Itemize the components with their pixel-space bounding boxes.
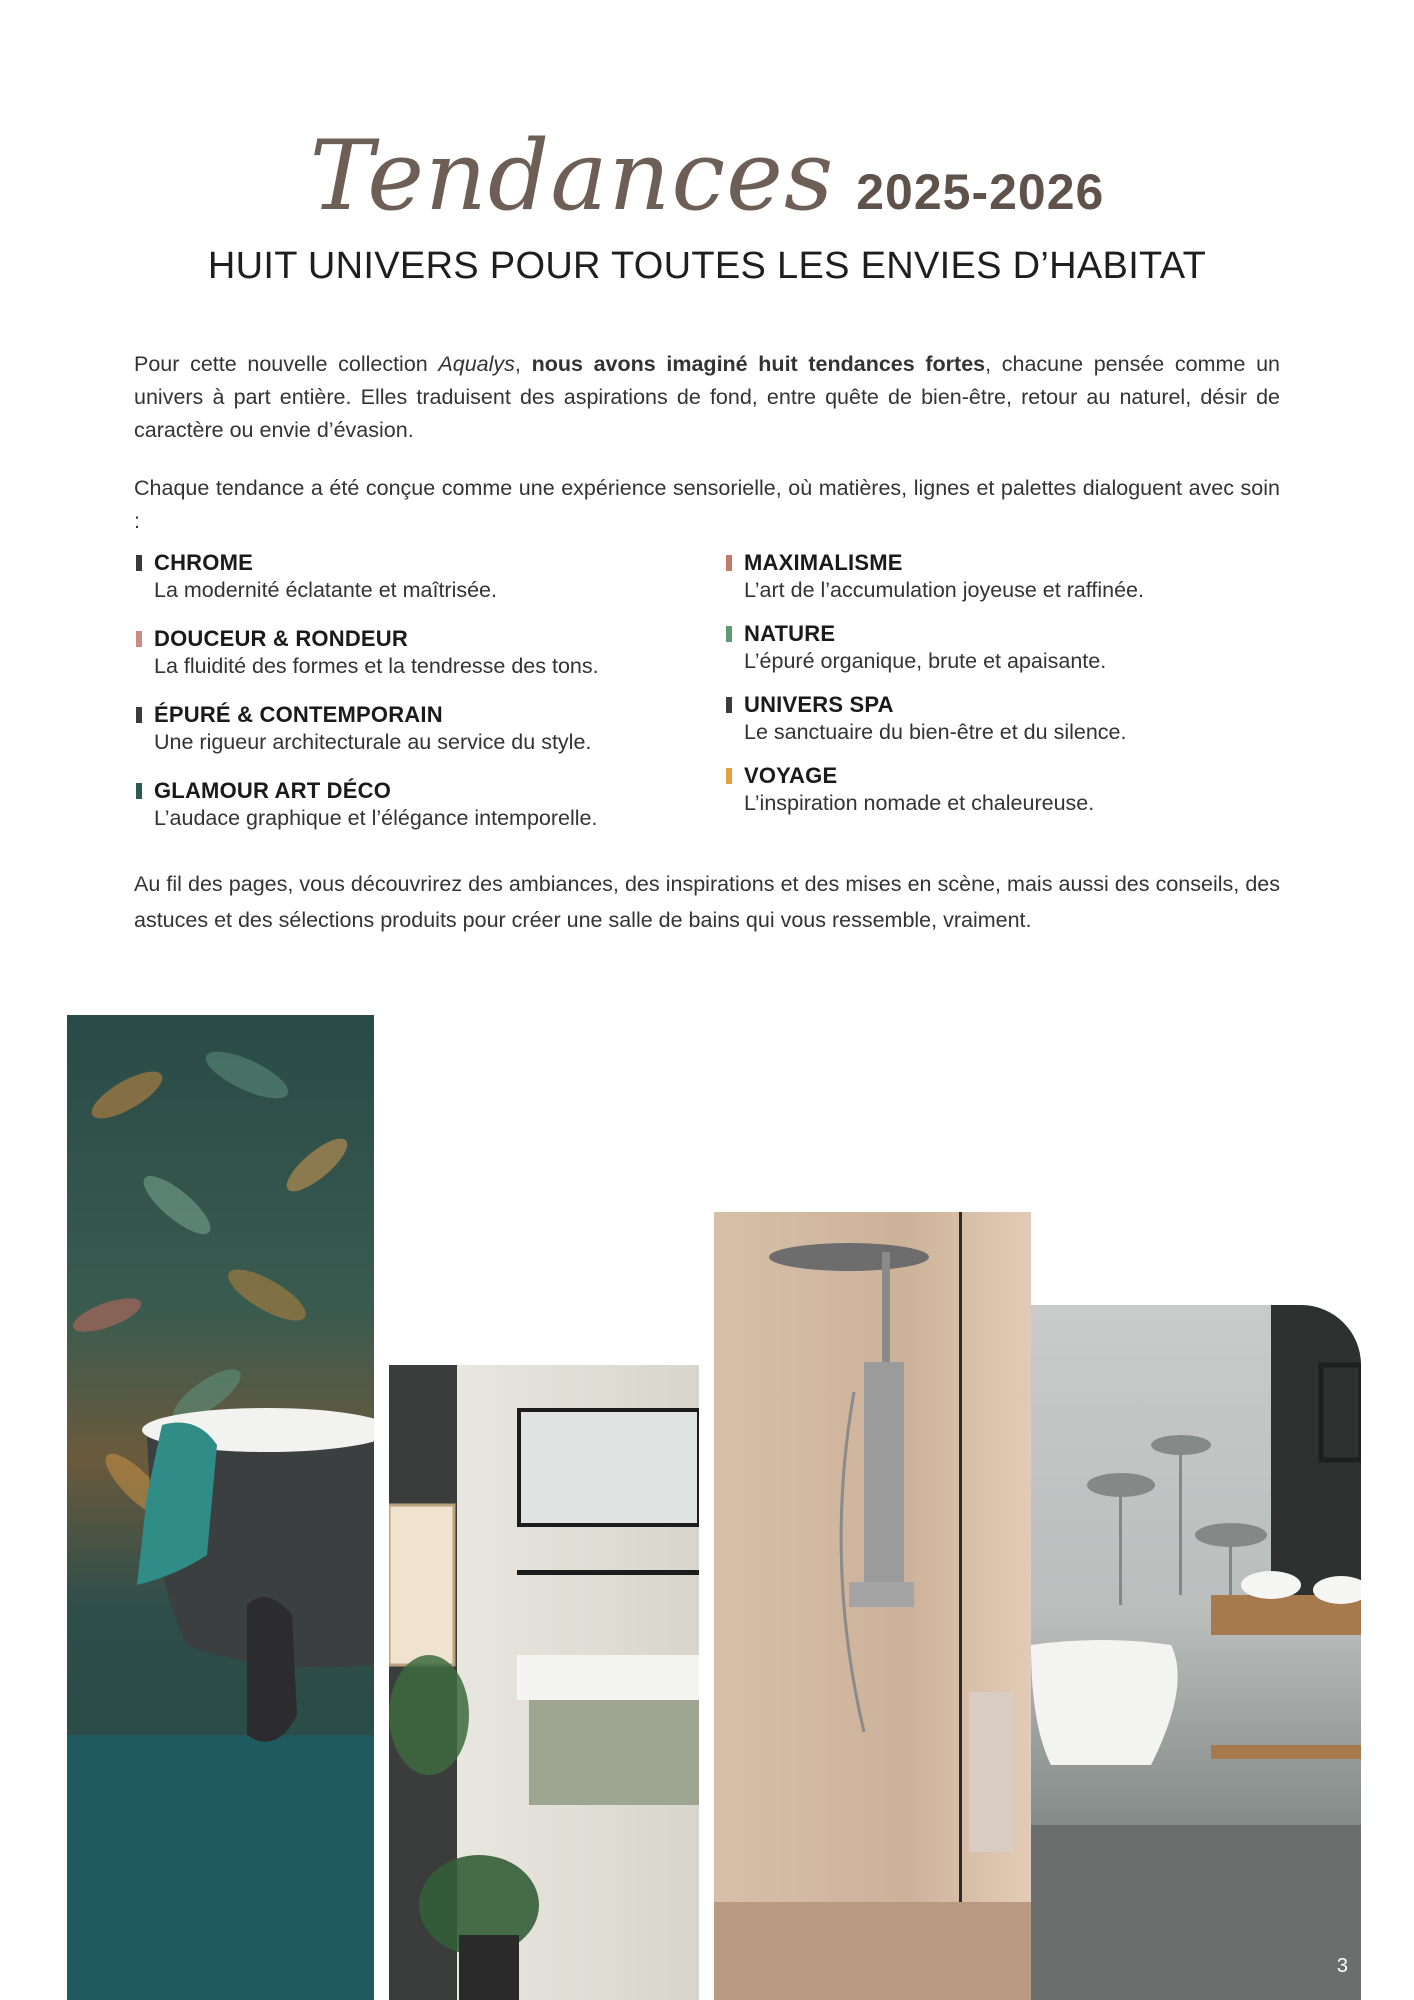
intro-bold-text: nous avons imaginé huit tendances fortes — [531, 352, 986, 376]
trend-item-univers-spa — [724, 692, 1284, 763]
intro-comma: , — [514, 352, 532, 376]
trend-item-nature — [724, 621, 1284, 692]
trend-marker — [136, 783, 142, 799]
trend-marker — [726, 697, 732, 713]
trend-description: L’épuré organique, brute et apaisante. — [744, 649, 1107, 673]
trend-item-epure-contemporain — [134, 702, 694, 778]
trend-description: La modernité éclatante et maîtrisée. — [154, 578, 497, 602]
intro-paragraph-2: Chaque tendance a été conçue comme une expérience sensorielle, où matières, lignes et palettes dialoguent avec soin : — [134, 476, 1280, 533]
outro-paragraph: Au fil des pages, vous découvrirez des ambiances, des inspirations et des mises en scène, mais aussi des conseils, des astuces et des sélections produits pour créer une salle de bains qui vous ressemble, vraiment. — [134, 872, 1280, 932]
trend-item-voyage — [724, 763, 1284, 834]
trend-name: VOYAGE — [744, 763, 838, 788]
trend-item-chrome — [134, 550, 694, 626]
trend-marker — [726, 768, 732, 784]
photo-jungle-mural-bathroom — [1031, 1305, 1361, 2000]
trend-description: L’audace graphique et l’élégance intemporelle. — [154, 806, 598, 830]
trend-name: NATURE — [744, 621, 836, 646]
photo-rain-shower — [714, 1212, 1031, 2000]
photo-collage — [0, 1015, 1414, 2000]
page-subtitle: HUIT UNIVERS POUR TOUTES LES ENVIES D’HABITAT — [207, 245, 1207, 287]
trend-name: DOUCEUR & RONDEUR — [154, 626, 408, 651]
page-title — [0, 120, 1414, 260]
trends-column-left — [134, 550, 694, 854]
intro-text-end: , chacune pensée comme un univers à part entière. Elles traduisent des aspirations de fond, entre quête de bien-être, retour au naturel, désir de caractère ou envie d’évasion. — [134, 352, 1280, 442]
page-number: 3 — [1336, 1955, 1348, 1977]
trend-marker — [726, 555, 732, 571]
trend-marker — [136, 631, 142, 647]
trend-marker — [136, 555, 142, 571]
trend-name: CHROME — [154, 550, 253, 575]
trend-marker — [136, 707, 142, 723]
intro-paragraph-1 — [134, 348, 1280, 447]
trend-name: MAXIMALISME — [744, 550, 903, 575]
photo-tropical-bathtub — [67, 1015, 374, 2000]
brand-name: Aqualys — [438, 352, 515, 376]
photo-vanity-unit — [389, 1365, 699, 2000]
intro-text: Pour cette nouvelle collection — [134, 352, 439, 376]
trend-item-douceur-rondeur — [134, 626, 694, 702]
trend-marker — [726, 626, 732, 642]
trend-description: Le sanctuaire du bien-être et du silence. — [744, 720, 1127, 744]
trend-item-maximalisme — [724, 550, 1284, 621]
tropical-wallpaper-illustration — [67, 1015, 374, 2000]
trend-description: La fluidité des formes et la tendresse des tons. — [154, 654, 599, 678]
trend-name: GLAMOUR ART DÉCO — [154, 778, 392, 803]
trend-name: ÉPURÉ & CONTEMPORAIN — [154, 702, 443, 727]
title-script: Tendances — [309, 120, 835, 232]
title-years: 2025-2026 — [856, 164, 1105, 220]
vanity-illustration — [389, 1365, 699, 2000]
trend-item-glamour-art-deco — [134, 778, 694, 854]
shower-illustration — [714, 1212, 1031, 2000]
trend-description: L’art de l’accumulation joyeuse et raffinée. — [744, 578, 1144, 602]
trend-description: L’inspiration nomade et chaleureuse. — [744, 791, 1095, 815]
mural-bath-illustration — [1031, 1305, 1361, 2000]
trends-list — [134, 550, 1284, 840]
trend-name: UNIVERS SPA — [744, 692, 894, 717]
trends-column-right — [724, 550, 1284, 834]
trend-description: Une rigueur architecturale au service du style. — [154, 730, 592, 754]
